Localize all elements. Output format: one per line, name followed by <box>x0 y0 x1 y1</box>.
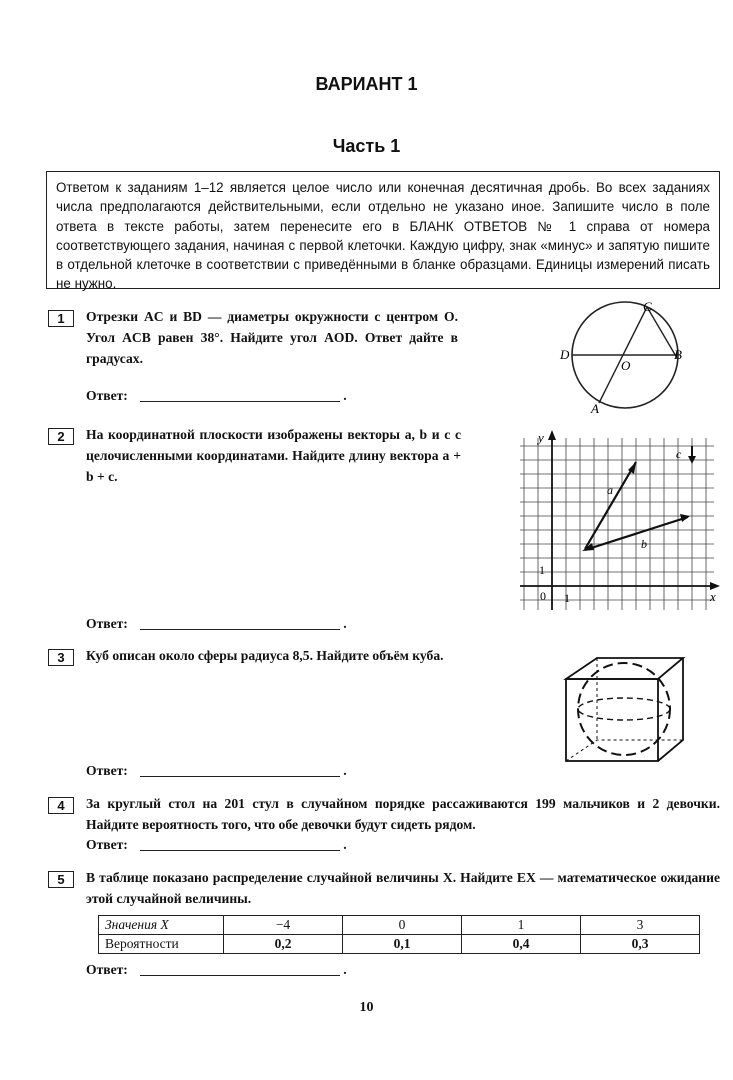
task-1-answer[interactable]: Ответ: . <box>86 388 347 403</box>
task-4-number: 4 <box>48 797 74 814</box>
x-one-label: 1 <box>564 591 570 605</box>
task-4-text: За круглый стол на 201 стул в случайном порядке рассаживаются 199 мальчиков и 2 девочки. Найдите вероятность того, что обе девочки будут сидеть рядом. <box>86 796 720 832</box>
task-3-number: 3 <box>48 649 74 666</box>
task-2-answer[interactable]: Ответ: . <box>86 616 347 631</box>
table-cell: 3 <box>581 916 700 935</box>
distribution-table <box>98 915 700 954</box>
table-cell: 0,2 <box>224 935 343 954</box>
answer-field[interactable] <box>140 850 340 851</box>
task-4-answer[interactable]: Ответ: . <box>86 837 347 852</box>
task-5-number: 5 <box>48 871 74 888</box>
page-number: 10 <box>359 1000 374 1015</box>
task-2-number: 2 <box>48 428 74 445</box>
variant-title: ВАРИАНТ 1 <box>315 74 418 94</box>
task-5-answer[interactable]: Ответ: . <box>86 962 347 977</box>
label-B: B <box>674 347 682 362</box>
task-1-text: Отрезки AC и BD — диаметры окружности с центром O. Угол ACB равен 38°. Найдите угол AOD. Ответ дайте в градусах. <box>86 309 458 366</box>
answer-field[interactable] <box>140 401 340 402</box>
answer-field[interactable] <box>140 975 340 976</box>
axis-y-label: y <box>538 430 544 445</box>
instructions-box: Ответом к заданиям 1–12 является целое число или конечная десятичная дробь. Во всех заданиях числа предполагаются действительными, если отдельно не указано иное. Запишите число в поле ответа в тексте работы, затем перенесите его в БЛАНК ОТВЕТОВ № 1 справа от номера соответствующего задания, начиная с первой клеточки. Каждую цифру, знак «минус» и запятую пишите в отдельной клеточке в соответствии с приведёнными в бланке образцами. Единицы измерений писать не нужно. <box>46 171 720 289</box>
label-C: C <box>643 299 652 314</box>
vector-b-label: b <box>641 537 647 551</box>
table-cell: 0,1 <box>343 935 462 954</box>
circle-figure <box>555 296 695 416</box>
vector-c-label: c <box>676 447 682 461</box>
vector-grid-figure <box>518 428 723 613</box>
answer-label: Ответ: <box>86 837 128 852</box>
task-5-text: В таблице показано распределение случайной величины X. Найдите EX — математическое ожидание этой случайной величины. <box>86 870 720 906</box>
table-cell: 0,3 <box>581 935 700 954</box>
answer-label: Ответ: <box>86 616 128 631</box>
label-D: D <box>560 347 570 362</box>
cube-sphere-figure <box>552 650 692 768</box>
answer-label: Ответ: <box>86 962 128 977</box>
table-cell: −4 <box>224 916 343 935</box>
vector-a-label: a <box>607 483 613 497</box>
origin-label: 0 <box>540 589 546 603</box>
label-A: A <box>591 401 599 416</box>
part-title: Часть 1 <box>332 136 401 156</box>
label-O: O <box>621 358 631 373</box>
table-row <box>99 916 700 935</box>
answer-field[interactable] <box>140 776 340 777</box>
task-3-answer[interactable]: Ответ: . <box>86 763 347 778</box>
axis-x-label: x <box>710 589 716 604</box>
y-one-label: 1 <box>539 563 545 577</box>
table-row-label: Вероятности <box>99 935 224 954</box>
answer-field[interactable] <box>140 629 340 630</box>
answer-label: Ответ: <box>86 388 128 403</box>
table-row-label: Значения X <box>99 916 224 935</box>
table-row <box>99 935 700 954</box>
table-cell: 1 <box>462 916 581 935</box>
task-2-text: На координатной плоскости изображены векторы a, b и c с целочисленными координатами. Найдите длину вектора a + b + c. <box>86 427 461 484</box>
task-3-text: Куб описан около сферы радиуса 8,5. Найдите объём куба. <box>86 648 444 663</box>
answer-label: Ответ: <box>86 763 128 778</box>
table-cell: 0,4 <box>462 935 581 954</box>
table-cell: 0 <box>343 916 462 935</box>
task-1-number: 1 <box>48 310 74 327</box>
